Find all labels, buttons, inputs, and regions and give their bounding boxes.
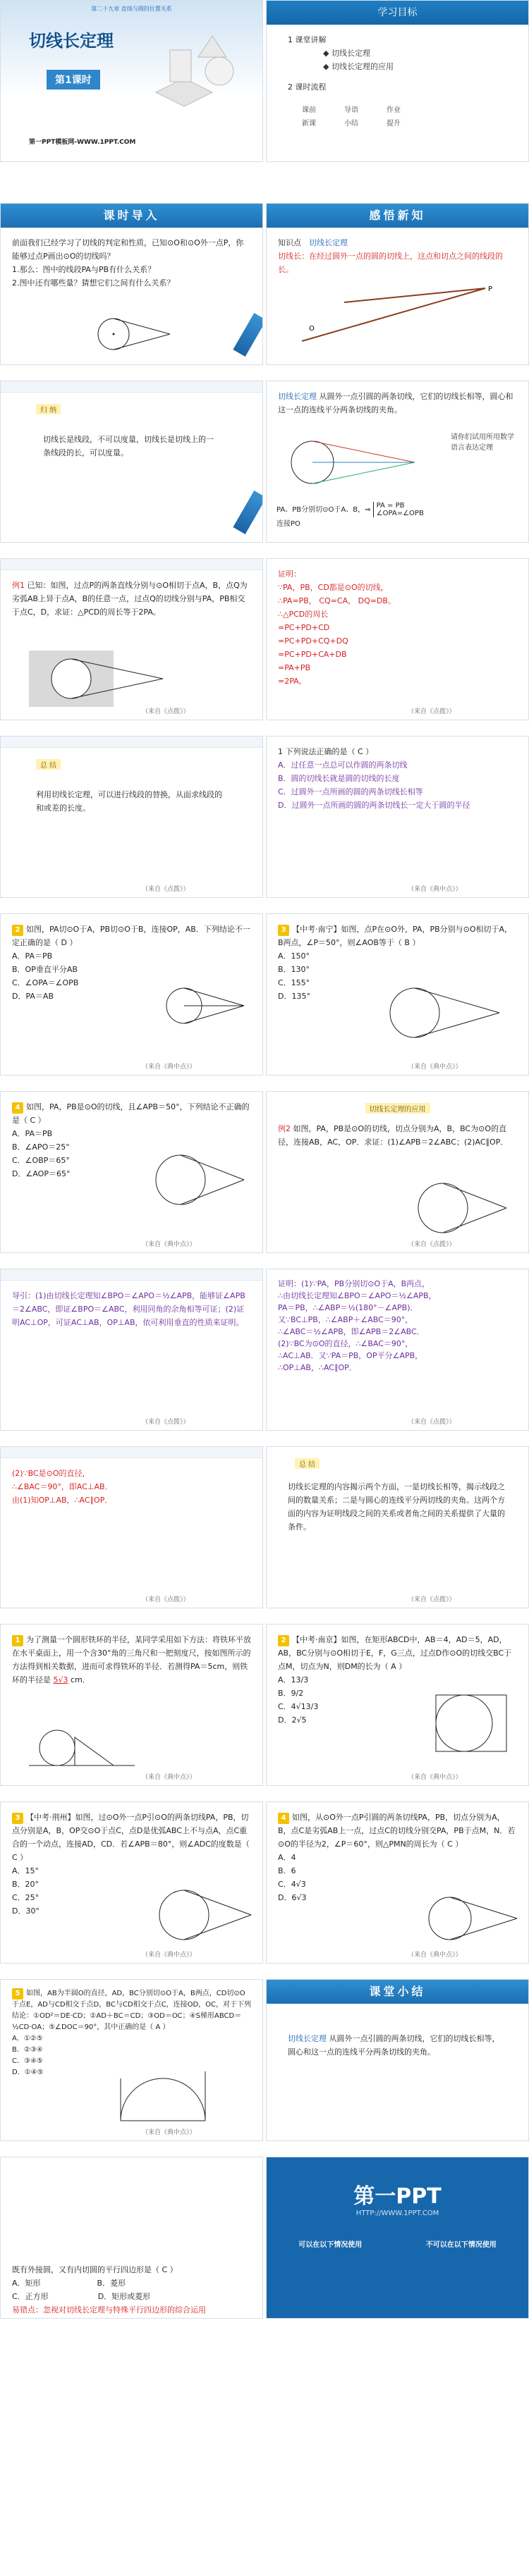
question5-figure (29, 1723, 135, 1773)
question1-slide: 1 下列说法正确的是（ C ） A．过任意一点总可以作圆的两条切线 B．圆的切线长就是圆的切线的长度 C．过圆外一点所画的圆的两条切线长相等 D．过圆外一点所画的圆的两条切线长一定大于圆的半径 （来自《典中点》） (266, 736, 529, 898)
goals-item-2: 2 课时流程 (288, 82, 327, 92)
question3-slide: 3 【中考·南宁】如图，点P在⊙O外，PA，PB分别与⊙O相切于A，B两点，∠P＝50°，则∠AOB等于（ B ） A．150° B．130° C．155° D．135° （来自《典中点》） (266, 913, 529, 1076)
perceive-slide (266, 203, 529, 365)
homework-slide: 既有外接圆，又有内切圆的平行四边形是（ C ） A．矩形 B．菱形 C．正方形 D．矩形或菱形 易错点：忽视对切线长定理与特殊平行四边形的综合运用 (0, 2157, 263, 2319)
cover-title: 切线长定理 (29, 31, 114, 51)
intro-figure (92, 309, 177, 359)
tangent-figure (288, 281, 499, 352)
proof1-label: 证明： (278, 569, 301, 579)
source-note: （来自《典中点》） (142, 1774, 196, 1781)
application-slide (266, 1091, 529, 1253)
source-note: （来自《典中点》） (408, 1952, 462, 1959)
goals-slide: 学习目标 1 课堂讲解 ◆ 切线长定理 ◆ 切线长定理的应用 2 课时流程 课前 新课 导语 小结 作业 提升 (266, 0, 529, 162)
endsummary-title: 课堂小结 (267, 1980, 528, 2004)
theorem-figure (281, 431, 422, 494)
theorem-condition: PA、PB分别切⊙O于A、B，⇒ (276, 506, 371, 514)
example1-label: 例1 (12, 581, 25, 590)
point-label: 知识点 (278, 238, 301, 247)
source-note: （来自《点拨》） (408, 1596, 456, 1603)
example1-figure (29, 651, 170, 707)
theorem-tag: 切线长定理 (278, 392, 317, 401)
brand-slide (266, 2157, 529, 2319)
point-name: 切线长定理 (309, 238, 348, 247)
question6-figure (429, 1688, 513, 1758)
source-note: （来自《点拨》） (142, 1419, 190, 1426)
endsummary-text: 从圆外一点引圆的两条切线，它们的切线长相等，圆心和这一点的连线平分两条切线的夹角。 (288, 2034, 500, 2057)
pencil-icon (233, 491, 263, 534)
source-note: （来自《点拨》） (142, 1596, 190, 1603)
guide-slide (0, 1269, 263, 1431)
theorem-result-2: ∠OPA=∠OPB (376, 510, 424, 517)
goal-sub-1: 切线长定理 (331, 49, 370, 58)
homework-tip: 易错点：忽视对切线长定理与特殊平行四边形的综合运用 (12, 2305, 206, 2315)
question4-slide: 4 如图，PA，PB是⊙O的切线，且∠APB＝50°，下列结论不正确的是（ C ） A．PA＝PB B．∠APO＝25° C．∠OBP＝65° D．∠AOP＝65° （来自《典中点》） (0, 1091, 263, 1253)
proof2-slide: 证明：(1)∵PA，PB分别切⊙O于A，B两点， ∴由切线长定理知∠BPO＝∠APO＝½∠APB， PA＝PB，∴∠ABP＝½(180°－∠APB)． 又∵BC⊥PB，∴∠ABP＋∠ABC＝90°， ∴∠ABC＝½∠APB，即∠APB＝2∠ABC． (2)∵BC为⊙O的直径，∴∠BAC＝90°， ∴AC⊥AB．又∵PA＝PB，OP平分∠APB， ∴OP⊥AB，∴AC∥OP． （来自《点拨》） (266, 1269, 529, 1431)
cover-brand: 第一PPT模板网-WWW.1PPT.COM (29, 139, 136, 146)
question9-figure (107, 2064, 219, 2128)
theorem-result-3: 连接PO (276, 520, 300, 528)
lesson-caption: 第二十九章 直线与圆的位置关系 (91, 6, 172, 12)
question9-slide: 5 如图，AB为半圆O的直径，AD，BC分别切⊙O于A，B两点，CD切⊙O于点E，AD与CD相交于点D，BC与CD相交于点C，连接OD，OC，对于下列结论：①OD²＝DE·CD；②AD＋BC＝CD；③OD＝OC；④S梯形ABCD＝½CD·OA；⑤∠DOC＝90°，其中正确的是（ A ） A．①②⑤ B．②③④ C．③④⑤ D．①④⑤ （来自《典中点》） (0, 1979, 263, 2141)
intro-slide (0, 203, 263, 365)
brand-logo: 第一PPT (353, 2184, 442, 2209)
question2-text: 如图，PA切⊙O于A，PB切⊙O于B，连接OP，AB．下列结论不一定正确的是（ D ） (12, 925, 250, 947)
goal-sub-2: 切线长定理的应用 (331, 62, 394, 71)
source-note: （来自《典中点》） (142, 1064, 196, 1071)
theorem-note: 请你们试用所用数学语言表达定理 (451, 433, 514, 452)
question2-slide: 2 如图，PA切⊙O于A，PB切⊙O于B，连接OP，AB．下列结论不一定正确的是（ D ） A．PA＝PB B．OP垂直平分AB C．∠OPA＝∠OPB D．PA＝AB （来自《典中点》） (0, 913, 263, 1076)
question2-figure (156, 978, 248, 1034)
cover-shapes-image (142, 29, 248, 113)
source-note: （来自《点拨》） (408, 708, 456, 715)
proof1-slide: 证明： ∵PA，PB，CD都是⊙O的切线， ∴PA=PB， CQ=CA， DQ=DB。 ∴△PCD的周长 =PC+PD+CD =PC+PD+CQ+DQ =PC+PD+CA+DB =PA+PB =2PA。 （来自《点拨》） (266, 558, 529, 720)
question5-slide: 1 为了测量一个圆形铁环的半径，某同学采用如下方法：将铁环平放在水平桌面上，用一个含30°角的三角尺和一把刻度尺，按如图所示的方法得到相关数据，进而可求得铁环的半径．若测得PA＝5cm，则铁环的半径是 5√3 cm． （来自《典中点》） (0, 1624, 263, 1786)
source-note: （来自《点拨》） (142, 886, 190, 893)
summary3-text: 切线长定理的内容揭示两个方面，一是切线长相等，揭示线段之间的数量关系；二是与圆心的连线平分两切线的夹角。这两个方面的内容为证明线段之间的关系或者角之间的关系提供了大量的条件。 (288, 1482, 505, 1532)
question4-text: 如图，PA，PB是⊙O的切线，且∠APB＝50°，下列结论不正确的是（ C ） (12, 1102, 250, 1125)
question9-text: 如图，AB为半圆O的直径，AD，BC分别切⊙O于A，B两点，CD切⊙O于点E，AD与CD相交于点D，BC与CD相交于点C，连接OD，OC，对于下列结论：①OD²＝DE·CD；②AD＋BC＝CD；③OD＝OC；④S梯形ABCD＝½CD·OA；⑤∠DOC＝90°，其中正确的是（ A ） (12, 1990, 251, 2031)
theorem-text: 从圆外一点引圆的两条切线，它们的切线长相等，圆心和这一点的连线平分两条切线的夹角。 (278, 392, 513, 414)
pencil-icon (233, 313, 263, 357)
summary2-slide (0, 736, 263, 898)
question8-figure (415, 1887, 521, 1950)
endsummary-tag: 切线长定理 (288, 2034, 327, 2043)
question7-text: 【中考·荆州】如图，过⊙O外一点P引⊙O的两条切线PA，PB，切点分别是A，B，OP交⊙O于点C，点D是优弧ABC上不与点A，点C重合的一个动点，连接AD，CD．若∠APB＝80°，则∠ADC的度数是（ C ） (12, 1813, 250, 1862)
svg-text:P: P (488, 285, 493, 293)
definition-text: 切线长：在经过圆外一点的圆的切线上，这点和切点之间的线段的长。 (278, 252, 503, 274)
source-note: （来自《典中点》） (142, 1241, 196, 1248)
example2-label: 例2 (278, 1124, 291, 1133)
question5-text: 为了测量一个圆形铁环的半径，某同学采用如下方法：将铁环平放在水平桌面上，用一个含30°角的三角尺和一把刻度尺，按如图所示的方法得到相关数据，进而可求得铁环的半径．若测得PA＝5cm，则铁环的半径是 (12, 1635, 251, 1684)
question8-slide: 4 如图，从⊙O外一点P引圆的两条切线PA，PB，切点分别为A，B，点C是劣弧AB上一点，过点C的切线分别交PA，PB于点M，N．若⊙O的半径为2，∠P＝60°，则△PMN的周长为（ C ） A．4 B．6 C．4√3 D．6√3 （来自《典中点》） (266, 1801, 529, 1964)
source-note: （来自《点拨》） (142, 708, 190, 715)
example1-slide (0, 558, 263, 720)
question7-slide: 3 【中考·荆州】如图，过⊙O外一点P引⊙O的两条切线PA，PB，切点分别是A，B，OP交⊙O于点C，点D是优弧ABC上不与点A，点C重合的一个动点，连接AD，CD．若∠APB＝80°，则∠ADC的度数是（ C ） A．15° B．20° C．25° D．30° （来自《典中点》） (0, 1801, 263, 1964)
question5-answer: 5√3 (53, 1675, 68, 1684)
question8-text: 如图，从⊙O外一点P引圆的两条切线PA，PB，切点分别为A，B，点C是劣弧AB上一点，过点C的切线分别交PA，PB于点M，N．若⊙O的半径为2，∠P＝60°，则△PMN的周长为（ C ） (278, 1813, 516, 1849)
summary1-tag: 归 纳 (36, 404, 61, 414)
brand-url[interactable]: HTTP://WWW.1PPT.COM (355, 2210, 439, 2217)
source-note: （来自《典中点》） (408, 886, 462, 893)
homework-text: 既有外接圆，又有内切圆的平行四边形是（ C ） (12, 2265, 178, 2274)
question6-slide: 2 【中考·南京】如图，在矩形ABCD中，AB＝4，AD＝5，AD，AB，BC分别与⊙O相切于E，F，G三点，过点D作⊙O的切线交BC于点M，切点为N，则DM的长为（ A ） A．13/3 B．9/2 C．4√13/3 D．2√5 （来自《典中点》） (266, 1624, 529, 1786)
theorem-slide (266, 381, 529, 543)
source-note: （来自《典中点》） (142, 2129, 196, 2136)
example2-text: 如图，PA，PB是⊙O的切线，切点分别为A，B，BC为⊙O的直径，连接AB，AC，OP．求证：(1)∠APB＝2∠ABC；(2)AC∥OP． (278, 1124, 509, 1147)
summary1-slide (0, 381, 263, 543)
example2-figure (408, 1176, 513, 1240)
summary2-tag: 总 结 (36, 759, 61, 770)
endsummary-slide (266, 1979, 529, 2141)
summary1-text: 切线长是线段，不可以度量，切线长是切线上的一条线段的长，可以度量。 (43, 435, 214, 457)
intro-text: 前面我们已经学习了切线的判定和性质，已知⊙O和⊙O外一点P，你能够过点P画出⊙O的切线吗？ 1.那么：图中的线段PA与PB有什么关系？ 2.图中还有哪些量？猜想它们之间有什么关系？ (12, 238, 244, 288)
perceive-title: 感悟新知 (267, 204, 528, 228)
theorem-result-1: PA = PB (376, 502, 405, 510)
source-note: （来自《典中点》） (408, 1774, 462, 1781)
svg-text:O: O (309, 325, 315, 333)
cover-period: 第1课时 (47, 70, 100, 90)
guide-text: 导引：(1)由切线长定理知∠BPO＝∠APO＝½∠APB，能够证∠APB＝2∠ABC，即证∠BPO＝∠ABC，利用同角的余角相等可证；(2)证明AC⊥OP，可证AC⊥AB，OP⊥AB，依可利用垂直的性质来证明。 (12, 1291, 245, 1327)
example1-text: 已知：如图，过点P的两条直线分别与⊙O相切于点A，B，点Q为劣弧AB上异于点A，B的任意一点，过点Q的切线分别与PA，PB相交于点C，D，求证：△PCD的周长等于2PA。 (12, 581, 248, 617)
source-note: （来自《典中点》） (408, 1064, 462, 1071)
cover-slide (0, 0, 263, 162)
summary3-slide (266, 1446, 529, 1608)
question7-figure (149, 1880, 255, 1950)
question1-text: 1 下列说法正确的是（ C ） (278, 747, 374, 756)
brand-left-heading: 可以在以下情况使用 (298, 2241, 363, 2249)
proof3-slide: (2)∵BC是⊙O的直径， ∴∠BAC＝90°，即AC⊥AB． 由(1)知OP⊥AB，∴AC∥OP． （来自《点拨》） (0, 1446, 263, 1608)
question6-text: 【中考·南京】如图，在矩形ABCD中，AB＝4，AD＝5，AD，AB，BC分别与⊙O相切于E，F，G三点，过点D作⊙O的切线交BC于点M，切点为N，则DM的长为（ A ） (278, 1635, 512, 1671)
question3-figure (379, 981, 506, 1044)
source-note: （来自《点拨》） (408, 1419, 456, 1426)
question4-figure (142, 1141, 248, 1219)
goals-item-1: 1 课堂讲解 (288, 35, 327, 44)
brand-right-heading: 不可以在以下情况使用 (425, 2241, 497, 2249)
summary2-text: 利用切线长定理，可以进行线段的替换，从面求线段的和或差的长度。 (36, 790, 222, 813)
source-note: （来自《典中点》） (142, 1952, 196, 1959)
goals-title: 学习目标 (267, 1, 528, 25)
question3-text: 【中考·南宁】如图，点P在⊙O外，PA，PB分别与⊙O相切于A，B两点，∠P＝50°，则∠AOB等于（ B ） (278, 925, 513, 947)
flow-row: 课前 新课 导语 小结 作业 提升 (302, 106, 401, 128)
application-tag: 切线长定理的应用 (365, 1103, 430, 1114)
source-note: （来自《点拨》） (408, 1241, 456, 1248)
summary3-tag: 总 结 (295, 1458, 320, 1469)
intro-title: 课时导入 (1, 204, 262, 228)
